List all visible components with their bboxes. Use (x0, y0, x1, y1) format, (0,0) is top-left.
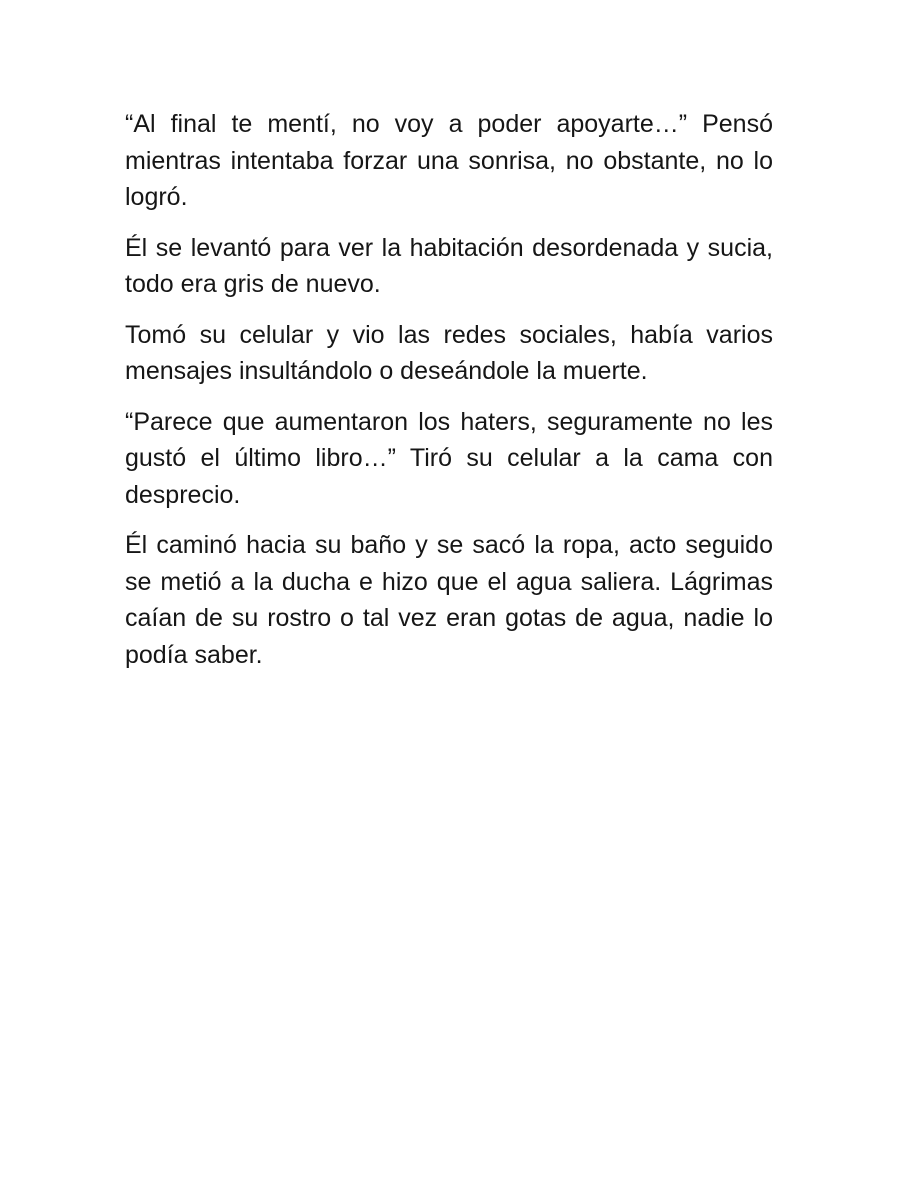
paragraph: “Al final te mentí, no voy a poder apoyarte…” Pensó mientras intentaba forzar una sonrisa, no obstante, no lo logró. (125, 110, 773, 211)
paragraph: “Parece que aumentaron los haters, seguramente no les gustó el último libro…” Tiró su celular a la cama con desprecio. (125, 407, 773, 509)
paragraph: Él se levantó para ver la habitación desordenada y sucia, todo era gris de nuevo. (125, 233, 773, 298)
paragraph: Tomó su celular y vio las redes sociales, había varios mensajes insultándolo o deseándole la muerte. (125, 320, 773, 385)
body-text (125, 106, 773, 687)
paragraph: Él caminó hacia su baño y se sacó la ropa, acto seguido se metió a la ducha e hizo que el agua saliera. Lágrimas caían de su rostro o tal vez eran gotas de agua, nadie lo podía saber. (125, 531, 773, 669)
